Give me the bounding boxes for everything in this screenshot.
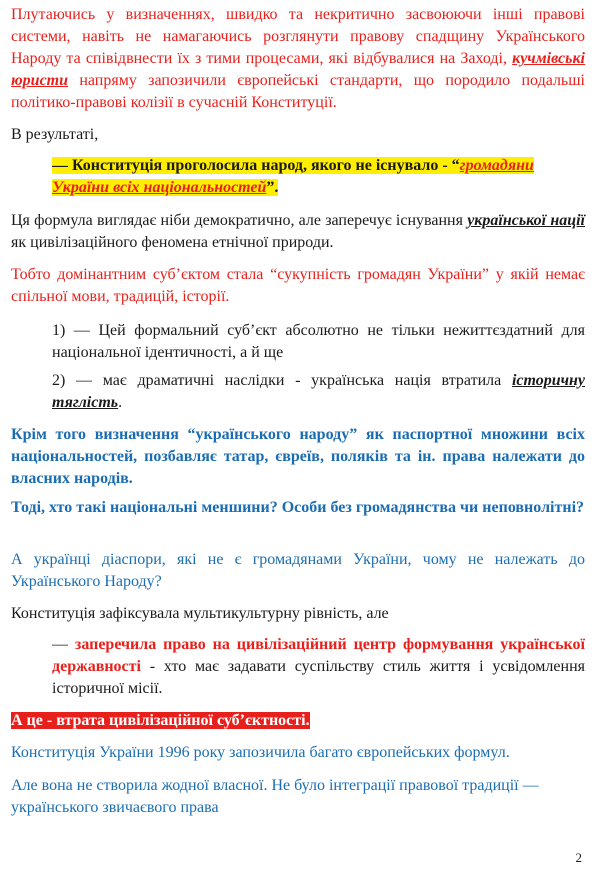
- highlight-red: А це - втрата цивілізаційної суб’єктності.: [11, 712, 310, 729]
- paragraph-point-1: 1) — Цей формальний суб’єкт абсолютно не тільки нежиттєздатний для національної ідентичності, а й ще: [52, 322, 585, 361]
- emphasis-ukrainian-nation: української нації: [467, 212, 585, 229]
- emphasis-civilizational-center: заперечила право на цивілізаційний центр формування української державності: [52, 636, 585, 675]
- paragraph-denied-right: — заперечила право на цивілізаційний центр формування української державності - хто має задавати суспільству стиль життя і усвідомлення історичної місії.: [52, 636, 585, 697]
- paragraph-multicultural: Конституція зафіксувала мультикультурну рівність, але: [11, 605, 389, 622]
- paragraph-intro: Плутаючись у визначеннях, швидко та некритично засвоюючи інші правові системи, навіть не намагаючись розглянути правову спадщину Українського Народу та співідвнести їх з тими процесами, які відбувалися на Заході, кучмівські юристи напряму запозичили європейські стандарти, що породило подальші політико-правові колізії в сучасній Конституції.: [11, 6, 585, 111]
- page-number: 2: [575, 850, 582, 865]
- paragraph-constitution-proclaimed: [52, 155, 585, 199]
- paragraph-dominant-subject: Тобто домінантним суб’єктом стала “сукупність громадян України” у якій немає спільної мови, традицій, історії.: [11, 266, 585, 305]
- paragraph-national-minorities: Тоді, хто такі національні меншини? Особи без громадянства чи неповнолітні?: [11, 499, 585, 516]
- emphasis-citizens-all-nationalities: громадяни України всіх національностей: [52, 157, 534, 196]
- paragraph-passport-nationalities: Крім того визначення “українського народу” як паспортної множини всіх національностей, позбавляє татар, євреїв, поляків та ін. права належати до власних народів.: [11, 426, 585, 487]
- paragraph-constitution-1996: Конституція України 1996 року запозичила багато європейських формул.: [11, 744, 510, 761]
- highlight-yellow: — Конституція проголосила народ, якого не існувало - “громадяни України всіх національностей”.: [52, 157, 534, 196]
- paragraph-point-2: 2) — має драматичні наслідки - українська нація втратила історичну тяглість.: [52, 372, 585, 411]
- emphasis-historical-continuity: історичну тяглість: [52, 372, 585, 411]
- paragraph-no-own-formula: Але вона не створила жодної власної. Не було інтеграції правової традиції — українського звичаєвого права: [11, 777, 539, 816]
- paragraph-diaspora: А українці діаспори, які не є громадянами України, чому не належать до Українського Народу?: [11, 551, 585, 590]
- paragraph-loss-subjectivity: [11, 710, 585, 732]
- emphasis-kuchma-lawyers: кучмівські юристи: [11, 50, 585, 89]
- paragraph-as-result: В результаті,: [11, 126, 99, 143]
- paragraph-formula: Ця формула виглядає ніби демократично, але заперечує існування української нації як цивілізаційного феномена етнічної природи.: [11, 212, 585, 251]
